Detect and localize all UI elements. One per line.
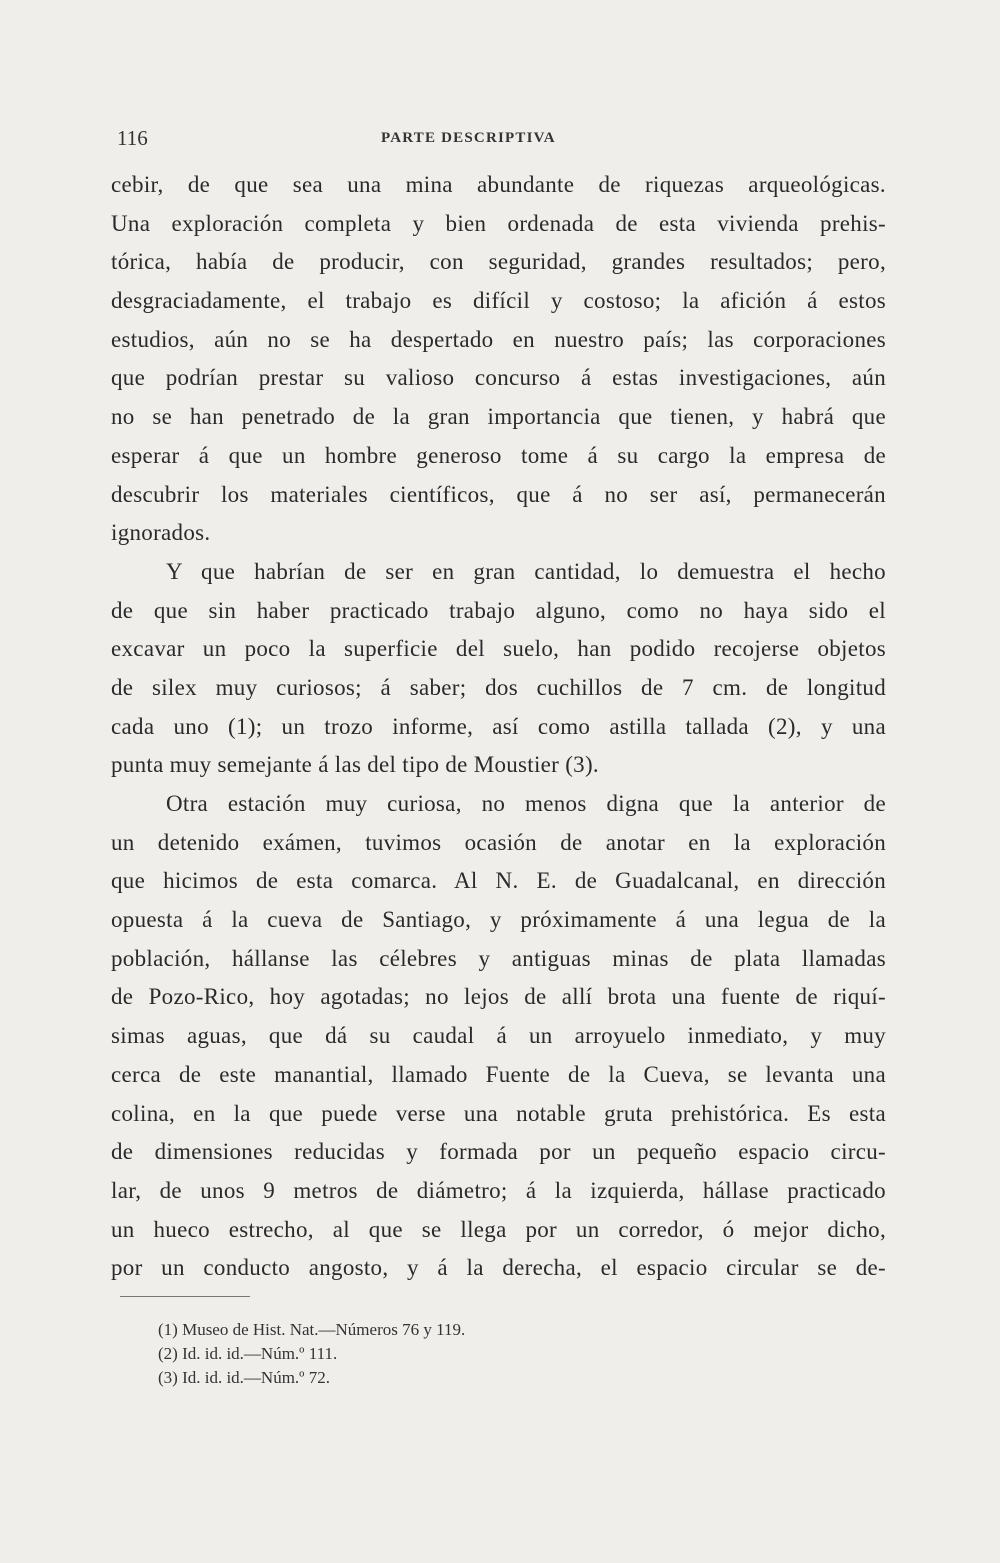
text-line: cerca de este manantial, llamado Fuente de la Cueva, se levanta una — [111, 1061, 886, 1087]
text-line: esperar á que un hombre generoso tome á su cargo la empresa de — [111, 442, 886, 468]
footnotes — [158, 1318, 758, 1390]
text-line: punta muy semejante á las del tipo de Moustier (3). — [111, 752, 599, 778]
text-line: de Pozo-Rico, hoy agotadas; no lejos de allí brota una fuente de riquí- — [111, 984, 886, 1010]
text-line: cada uno (1); un trozo informe, así como astilla tallada (2), y una — [111, 713, 886, 739]
text-line: descubrir los materiales científicos, que á no ser así, permanecerán — [111, 481, 886, 507]
text-line: ignorados. — [111, 520, 211, 546]
text-line: opuesta á la cueva de Santiago, y próximamente á una legua de la — [111, 907, 886, 933]
text-line: Una exploración completa y bien ordenada de esta vivienda prehis- — [111, 210, 886, 236]
text-line: simas aguas, que dá su caudal á un arroyuelo inmediato, y muy — [111, 1023, 886, 1049]
body-text — [111, 166, 886, 1288]
footnote: (2) Id. id. id.—Núm.º 111. — [158, 1344, 338, 1363]
running-head — [117, 126, 887, 152]
text-line: que hicimos de esta comarca. Al N. E. de Guadalcanal, en dirección — [111, 868, 886, 894]
text-line: población, hállanse las célebres y antiguas minas de plata llamadas — [111, 945, 886, 971]
text-line: no se han penetrado de la gran importancia que tienen, y habrá que — [111, 404, 886, 430]
page-number: 116 — [117, 126, 148, 150]
text-line: colina, en la que puede verse una notable gruta prehistórica. Es esta — [111, 1100, 886, 1126]
text-line: estudios, aún no se ha despertado en nuestro país; las corporaciones — [111, 326, 886, 352]
text-line: de silex muy curiosos; á saber; dos cuchillos de 7 cm. de longitud — [111, 674, 886, 700]
text-line: un hueco estrecho, al que se llega por un corredor, ó mejor dicho, — [111, 1216, 886, 1242]
text-line: por un conducto angosto, y á la derecha, el espacio circular se de- — [111, 1255, 886, 1281]
text-line: Otra estación muy curiosa, no menos digna que la anterior de — [166, 791, 886, 816]
footnote: (1) Museo de Hist. Nat.—Números 76 y 119. — [158, 1320, 466, 1339]
text-line: cebir, de que sea una mina abundante de riquezas arqueológicas. — [111, 172, 886, 197]
text-line: un detenido exámen, tuvimos ocasión de anotar en la exploración — [111, 829, 886, 855]
footnote-divider — [120, 1296, 250, 1297]
text-line: de dimensiones reducidas y formada por un pequeño espacio circu- — [111, 1139, 886, 1165]
text-line: que podrían prestar su valioso concurso á estas investigaciones, aún — [111, 365, 886, 391]
text-line: lar, de unos 9 metros de diámetro; á la izquierda, hállase practicado — [111, 1177, 886, 1203]
text-line: tórica, había de producir, con seguridad, grandes resultados; pero, — [111, 249, 886, 275]
text-line: desgraciadamente, el trabajo es difícil y costoso; la afición á estos — [111, 288, 886, 314]
footnote: (3) Id. id. id.—Núm.º 72. — [158, 1368, 330, 1387]
text-line: excavar un poco la superficie del suelo, han podido recojerse objetos — [111, 636, 886, 662]
running-title: PARTE DESCRIPTIVA — [381, 130, 556, 146]
text-line: Y que habrían de ser en gran cantidad, lo demuestra el hecho — [166, 558, 886, 584]
text-line: de que sin haber practicado trabajo alguno, como no haya sido el — [111, 597, 886, 623]
